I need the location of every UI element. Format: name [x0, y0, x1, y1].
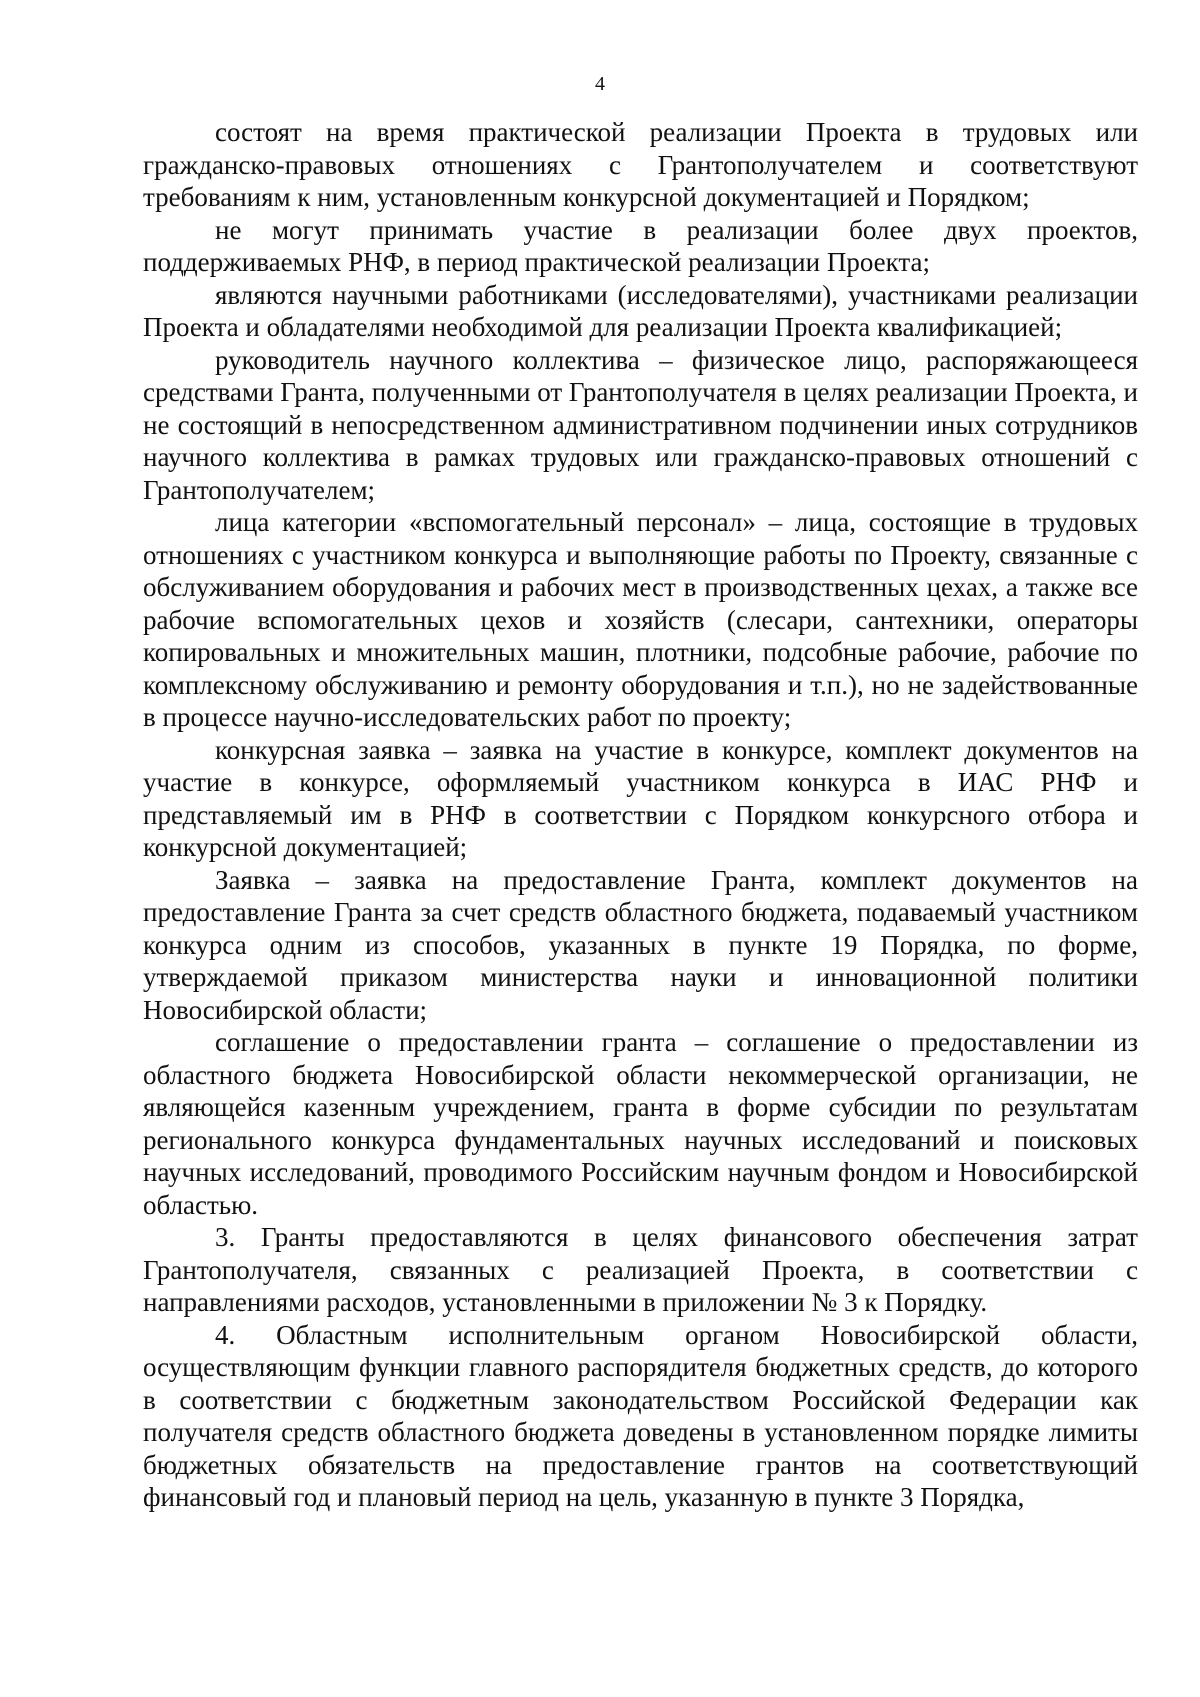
paragraph: лица категории «вспомогательный персонал» – лица, состоящие в трудовых отношениях с участником конкурса и выполняющие работы по Проекту, связанные с обслуживанием оборудования и рабочих мест в производственных цехах, а также все рабочие вспомогательных цехов и хозяйств (слесари, сантехники, операторы копировальных и множительных машин, плотники, подсобные рабочие, рабочие по комплексному обслуживанию и ремонту оборудования и т.п.), но не задействованные в процессе научно-исследовательских работ по проекту;: [143, 507, 1138, 732]
paragraph: соглашение о предоставлении гранта – соглашение о предоставлении из областного бюджета Новосибирской области некоммерческой организации, не являющейся казенным учреждением, гранта в форме субсидии по результатам регионального конкурса фундаментальных научных исследований и поисковых научных исследований, проводимого Российским научным фондом и Новосибирской областью.: [143, 1027, 1138, 1220]
paragraph: Заявка – заявка на предоставление Гранта, комплект документов на предоставление Гранта за счет средств областного бюджета, подаваемый участником конкурса одним из способов, указанных в пункте 19 Порядка, по форме, утверждаемой приказом министерства науки и инновационной политики Новосибирской области;: [143, 864, 1138, 1025]
paragraph: не могут принимать участие в реализации более двух проектов, поддерживаемых РНФ, в период практической реализации Проекта;: [143, 214, 1138, 277]
paragraph: конкурсная заявка – заявка на участие в конкурсе, комплект документов на участие в конкурсе, оформляемый участником конкурса в ИАС РНФ и представляемый им в РНФ в соответствии с Порядком конкурсного отбора и конкурсной документацией;: [143, 734, 1138, 862]
page-number: 4: [595, 73, 605, 95]
paragraph: 3. Гранты предоставляются в целях финансового обеспечения затрат Грантополучателя, связанных с реализацией Проекта, в соответствии с направлениями расходов, установленными в приложении № 3 к Порядку.: [143, 1222, 1138, 1317]
paragraph: руководитель научного коллектива – физическое лицо, распоряжающееся средствами Гранта, полученными от Грантополучателя в целях реализации Проекта, и не состоящий в непосредственном административном подчинении иных сотрудников научного коллектива в рамках трудовых или гражданско-правовых отношений с Грантополучателем;: [143, 344, 1138, 505]
paragraph: являются научными работниками (исследователями), участниками реализации Проекта и обладателями необходимой для реализации Проекта квалификацией;: [143, 279, 1138, 342]
document-body: [143, 116, 1138, 1514]
paragraph: 4. Областным исполнительным органом Новосибирской области, осуществляющим функции главного распорядителя бюджетных средств, до которого в соответствии с бюджетным законодательством Российской Федерации как получателя средств областного бюджета доведены в установленном порядке лимиты бюджетных обязательств на предоставление грантов на соответствующий финансовый год и плановый период на цель, указанную в пункте 3 Порядка,: [143, 1319, 1138, 1512]
paragraph: состоят на время практической реализации Проекта в трудовых или гражданско-правовых отношениях с Грантополучателем и соответствуют требованиям к ним, установленным конкурсной документацией и Порядком;: [143, 117, 1138, 212]
